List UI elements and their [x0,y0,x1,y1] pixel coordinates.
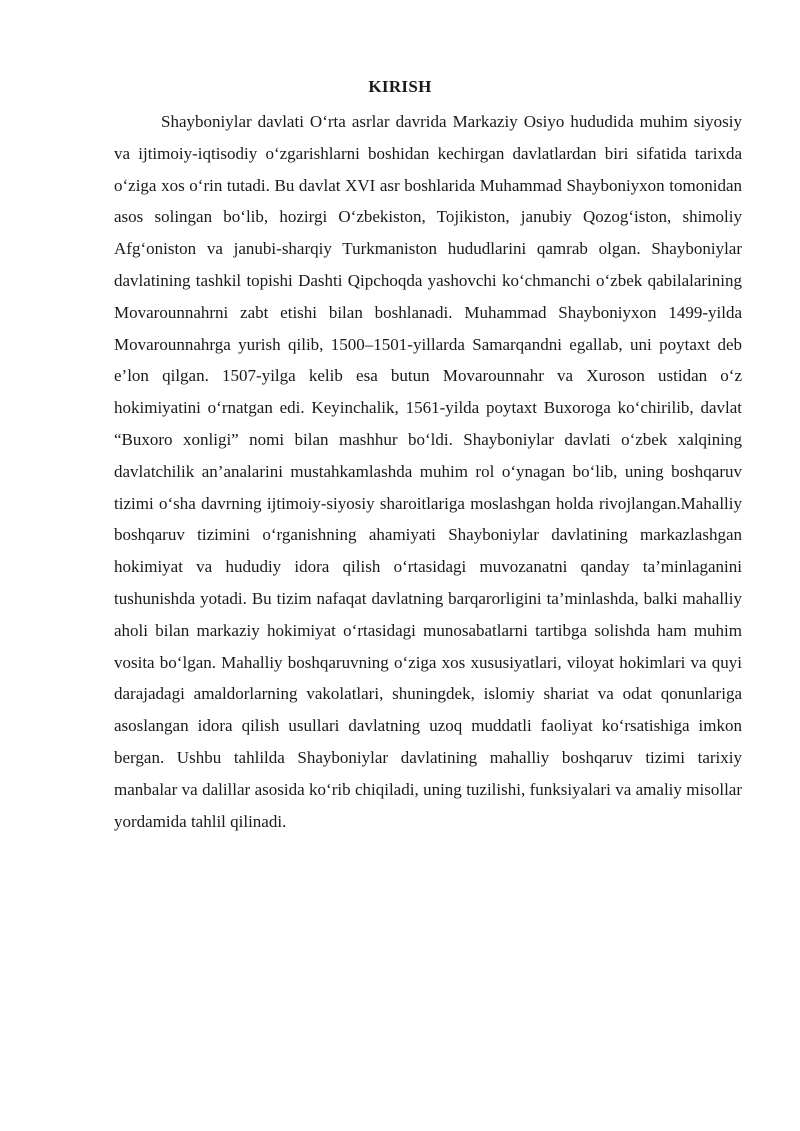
body-paragraph: Shayboniylar davlati O‘rta asrlar davrida Markaziy Osiyo hududida muhim siyosiy va ijtimoiy-iqtisodiy o‘zgarishlarni boshidan kechirgan davlatlardan biri sifatida tarixda o‘ziga xos o‘rin tutadi. Bu davlat XVI asr boshlarida Muhammad Shayboniyxon tomonidan asos solingan bo‘lib, hozirgi O‘zbekiston, Tojikiston, janubiy Qozog‘iston, shimoliy Afg‘oniston va janubi-sharqiy Turkmaniston hududlarini qamrab olgan. Shayboniylar davlatining tashkil topishi Dashti Qipchoqda yashovchi ko‘chmanchi o‘zbek qabilalarining Movarounnahrni zabt etishi bilan boshlanadi. Muhammad Shayboniyxon 1499-yilda Movarounnahrga yurish qilib, 1500–1501-yillarda Samarqandni egallab, uni poytaxt deb e’lon qilgan. 1507-yilga kelib esa butun Movarounnahr va Xuroson ustidan o‘z hokimiyatini o‘rnatgan edi. Keyinchalik, 1561-yilda poytaxt Buxoroga ko‘chirilib, davlat “Buxoro xonligi” nomi bilan mashhur bo‘ldi. Shayboniylar davlati o‘zbek xalqining davlatchilik an’analarini mustahkamlashda muhim rol o‘ynagan bo‘lib, uning boshqaruv tizimi o‘sha davrning ijtimoiy-siyosiy sharoitlariga moslashgan holda rivojlangan.Mahalliy boshqaruv tizimini o‘rganishning ahamiyati Shayboniylar davlatining markazlashgan hokimiyat va hududiy idora qilish o‘rtasidagi muvozanatni qanday ta’minlaganini tushunishda yotadi. Bu tizim nafaqat davlatning barqarorligini ta’minlashda, balki mahalliy aholi bilan markaziy hokimiyat o‘rtasidagi munosabatlarni tartibga solishda ham muhim vosita bo‘lgan. Mahalliy boshqaruvning o‘ziga xos xususiyatlari, viloyat hokimlari va quyi darajadagi amaldorlarning vakolatlari, shuningdek, islomiy shariat va odat qonunlariga asoslangan idora qilish usullari davlatning uzoq muddatli faoliyat ko‘rsatishiga imkon bergan. Ushbu tahlilda Shayboniylar davlatining mahalliy boshqaruv tizimi tarixiy manbalar va dalillar asosida ko‘rib chiqiladi, uning tuzilishi, funksiyalari va amaliy misollar yordamida tahlil qilinadi. [114,112,742,831]
page-title: KIRISH [368,77,432,96]
